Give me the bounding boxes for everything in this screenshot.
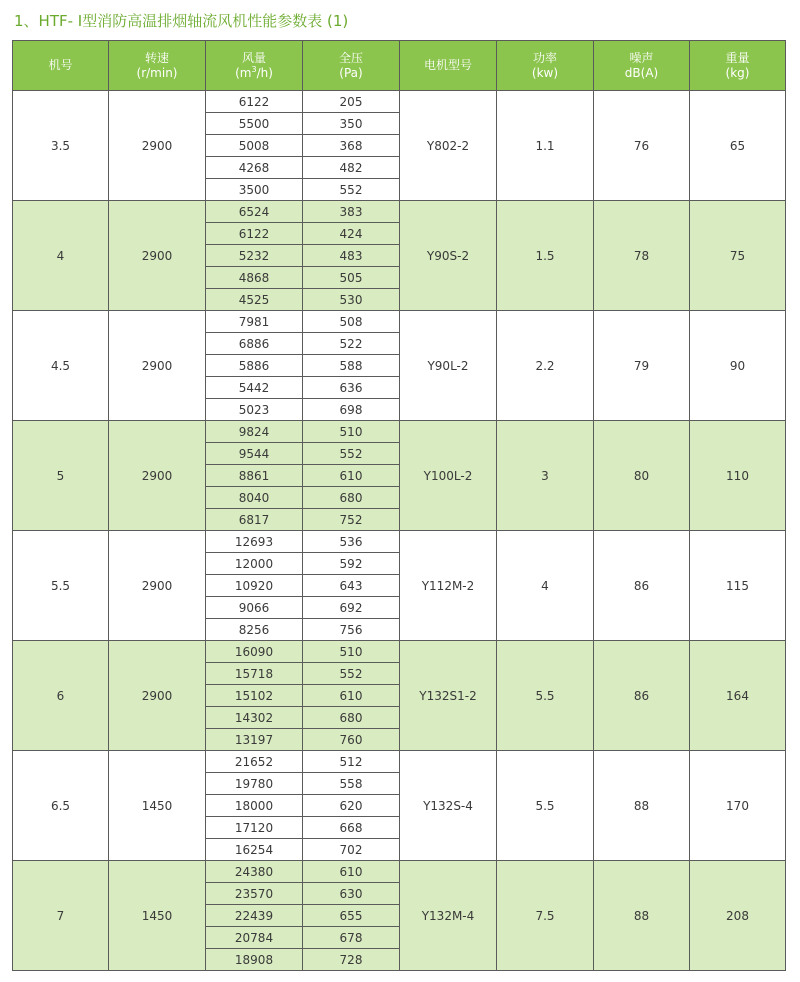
airflow-cell: 8040 — [206, 487, 303, 509]
header-speed: 转速 (r/min) — [109, 41, 206, 91]
header-model: 机号 — [13, 41, 109, 91]
airflow-cell: 22439 — [206, 905, 303, 927]
pressure-cell: 552 — [303, 179, 400, 201]
power-cell: 3 — [497, 421, 594, 531]
model-cell: 7 — [13, 861, 109, 971]
pressure-cell: 510 — [303, 421, 400, 443]
airflow-cell: 10920 — [206, 575, 303, 597]
power-cell: 5.5 — [497, 641, 594, 751]
speed-cell: 2900 — [109, 91, 206, 201]
pressure-cell: 702 — [303, 839, 400, 861]
airflow-cell: 18000 — [206, 795, 303, 817]
page-title: 1、HTF- Ⅰ型消防高温排烟轴流风机性能参数表 (1) — [14, 12, 349, 30]
pressure-cell: 205 — [303, 91, 400, 113]
power-cell: 1.5 — [497, 201, 594, 311]
pressure-cell: 483 — [303, 245, 400, 267]
airflow-cell: 6122 — [206, 91, 303, 113]
table-row — [13, 421, 786, 443]
weight-cell: 164 — [690, 641, 786, 751]
pressure-cell: 592 — [303, 553, 400, 575]
pressure-cell: 728 — [303, 949, 400, 971]
weight-cell: 90 — [690, 311, 786, 421]
noise-cell: 86 — [594, 641, 690, 751]
power-cell: 5.5 — [497, 751, 594, 861]
header-airflow: 风量 $(m^3/h)$ — [206, 41, 303, 91]
pressure-cell: 630 — [303, 883, 400, 905]
pressure-cell: 508 — [303, 311, 400, 333]
airflow-cell: 7981 — [206, 311, 303, 333]
speed-cell: 2900 — [109, 201, 206, 311]
pressure-cell: 368 — [303, 135, 400, 157]
motor-cell: Y132S1-2 — [400, 641, 497, 751]
airflow-cell: 13197 — [206, 729, 303, 751]
weight-cell: 208 — [690, 861, 786, 971]
table-row — [13, 91, 786, 113]
airflow-cell: 4525 — [206, 289, 303, 311]
speed-cell: 2900 — [109, 531, 206, 641]
pressure-cell: 512 — [303, 751, 400, 773]
power-cell: 4 — [497, 531, 594, 641]
airflow-cell: 14302 — [206, 707, 303, 729]
motor-cell: Y132M-4 — [400, 861, 497, 971]
pressure-cell: 505 — [303, 267, 400, 289]
airflow-cell: 12693 — [206, 531, 303, 553]
model-cell: 5.5 — [13, 531, 109, 641]
pressure-cell: 350 — [303, 113, 400, 135]
airflow-cell: 8861 — [206, 465, 303, 487]
pressure-cell: 610 — [303, 861, 400, 883]
speed-cell: 1450 — [109, 861, 206, 971]
motor-cell: Y132S-4 — [400, 751, 497, 861]
airflow-cell: 19780 — [206, 773, 303, 795]
speed-cell: 2900 — [109, 641, 206, 751]
pressure-cell: 558 — [303, 773, 400, 795]
header-weight: 重量 (kg) — [690, 41, 786, 91]
header-row — [13, 41, 786, 91]
pressure-cell: 680 — [303, 707, 400, 729]
pressure-cell: 760 — [303, 729, 400, 751]
airflow-cell: 16254 — [206, 839, 303, 861]
airflow-cell: 6122 — [206, 223, 303, 245]
header-power: 功率 (kw) — [497, 41, 594, 91]
table-row — [13, 531, 786, 553]
airflow-cell: 16090 — [206, 641, 303, 663]
airflow-cell: 23570 — [206, 883, 303, 905]
pressure-cell: 655 — [303, 905, 400, 927]
airflow-cell: 6524 — [206, 201, 303, 223]
table-row — [13, 641, 786, 663]
pressure-cell: 636 — [303, 377, 400, 399]
airflow-cell: 5442 — [206, 377, 303, 399]
table-row — [13, 861, 786, 883]
weight-cell: 75 — [690, 201, 786, 311]
motor-cell: Y802-2 — [400, 91, 497, 201]
airflow-cell: 6817 — [206, 509, 303, 531]
pressure-cell: 510 — [303, 641, 400, 663]
airflow-cell: 9544 — [206, 443, 303, 465]
noise-cell: 80 — [594, 421, 690, 531]
airflow-cell: 21652 — [206, 751, 303, 773]
table-row — [13, 751, 786, 773]
model-cell: 5 — [13, 421, 109, 531]
pressure-cell: 678 — [303, 927, 400, 949]
speed-cell: 2900 — [109, 421, 206, 531]
header-noise: 噪声 dB(A) — [594, 41, 690, 91]
pressure-cell: 692 — [303, 597, 400, 619]
pressure-cell: 482 — [303, 157, 400, 179]
model-cell: 6.5 — [13, 751, 109, 861]
pressure-cell: 643 — [303, 575, 400, 597]
power-cell: 1.1 — [497, 91, 594, 201]
model-cell: 3.5 — [13, 91, 109, 201]
airflow-cell: 17120 — [206, 817, 303, 839]
motor-cell: Y90L-2 — [400, 311, 497, 421]
airflow-cell: 9824 — [206, 421, 303, 443]
airflow-cell: 15102 — [206, 685, 303, 707]
motor-cell: Y100L-2 — [400, 421, 497, 531]
speed-cell: 2900 — [109, 311, 206, 421]
pressure-cell: 620 — [303, 795, 400, 817]
pressure-cell: 552 — [303, 443, 400, 465]
airflow-cell: 6886 — [206, 333, 303, 355]
speed-cell: 1450 — [109, 751, 206, 861]
table-row — [13, 311, 786, 333]
pressure-cell: 668 — [303, 817, 400, 839]
model-cell: 4.5 — [13, 311, 109, 421]
weight-cell: 115 — [690, 531, 786, 641]
airflow-cell: 20784 — [206, 927, 303, 949]
airflow-cell: 4268 — [206, 157, 303, 179]
noise-cell: 88 — [594, 751, 690, 861]
airflow-cell: 5232 — [206, 245, 303, 267]
model-cell: 6 — [13, 641, 109, 751]
pressure-cell: 536 — [303, 531, 400, 553]
airflow-cell: 9066 — [206, 597, 303, 619]
pressure-cell: 530 — [303, 289, 400, 311]
pressure-cell: 610 — [303, 685, 400, 707]
airflow-cell: 5023 — [206, 399, 303, 421]
airflow-cell: 8256 — [206, 619, 303, 641]
pressure-cell: 522 — [303, 333, 400, 355]
pressure-cell: 752 — [303, 509, 400, 531]
header-motor: 电机型号 — [400, 41, 497, 91]
pressure-cell: 383 — [303, 201, 400, 223]
noise-cell: 86 — [594, 531, 690, 641]
pressure-cell: 552 — [303, 663, 400, 685]
airflow-cell: 24380 — [206, 861, 303, 883]
motor-cell: Y112M-2 — [400, 531, 497, 641]
airflow-cell: 5886 — [206, 355, 303, 377]
power-cell: 2.2 — [497, 311, 594, 421]
table-row — [13, 201, 786, 223]
pressure-cell: 680 — [303, 487, 400, 509]
power-cell: 7.5 — [497, 861, 594, 971]
pressure-cell: 588 — [303, 355, 400, 377]
noise-cell: 88 — [594, 861, 690, 971]
pressure-cell: 610 — [303, 465, 400, 487]
model-cell: 4 — [13, 201, 109, 311]
noise-cell: 79 — [594, 311, 690, 421]
airflow-cell: 3500 — [206, 179, 303, 201]
weight-cell: 110 — [690, 421, 786, 531]
weight-cell: 65 — [690, 91, 786, 201]
header-pressure: 全压 (Pa) — [303, 41, 400, 91]
airflow-cell: 5008 — [206, 135, 303, 157]
airflow-cell: 15718 — [206, 663, 303, 685]
pressure-cell: 756 — [303, 619, 400, 641]
pressure-cell: 424 — [303, 223, 400, 245]
fan-performance-table — [12, 40, 786, 971]
motor-cell: Y90S-2 — [400, 201, 497, 311]
airflow-cell: 4868 — [206, 267, 303, 289]
pressure-cell: 698 — [303, 399, 400, 421]
airflow-cell: 18908 — [206, 949, 303, 971]
airflow-cell: 5500 — [206, 113, 303, 135]
table-body — [13, 91, 786, 971]
airflow-cell: 12000 — [206, 553, 303, 575]
noise-cell: 76 — [594, 91, 690, 201]
weight-cell: 170 — [690, 751, 786, 861]
noise-cell: 78 — [594, 201, 690, 311]
